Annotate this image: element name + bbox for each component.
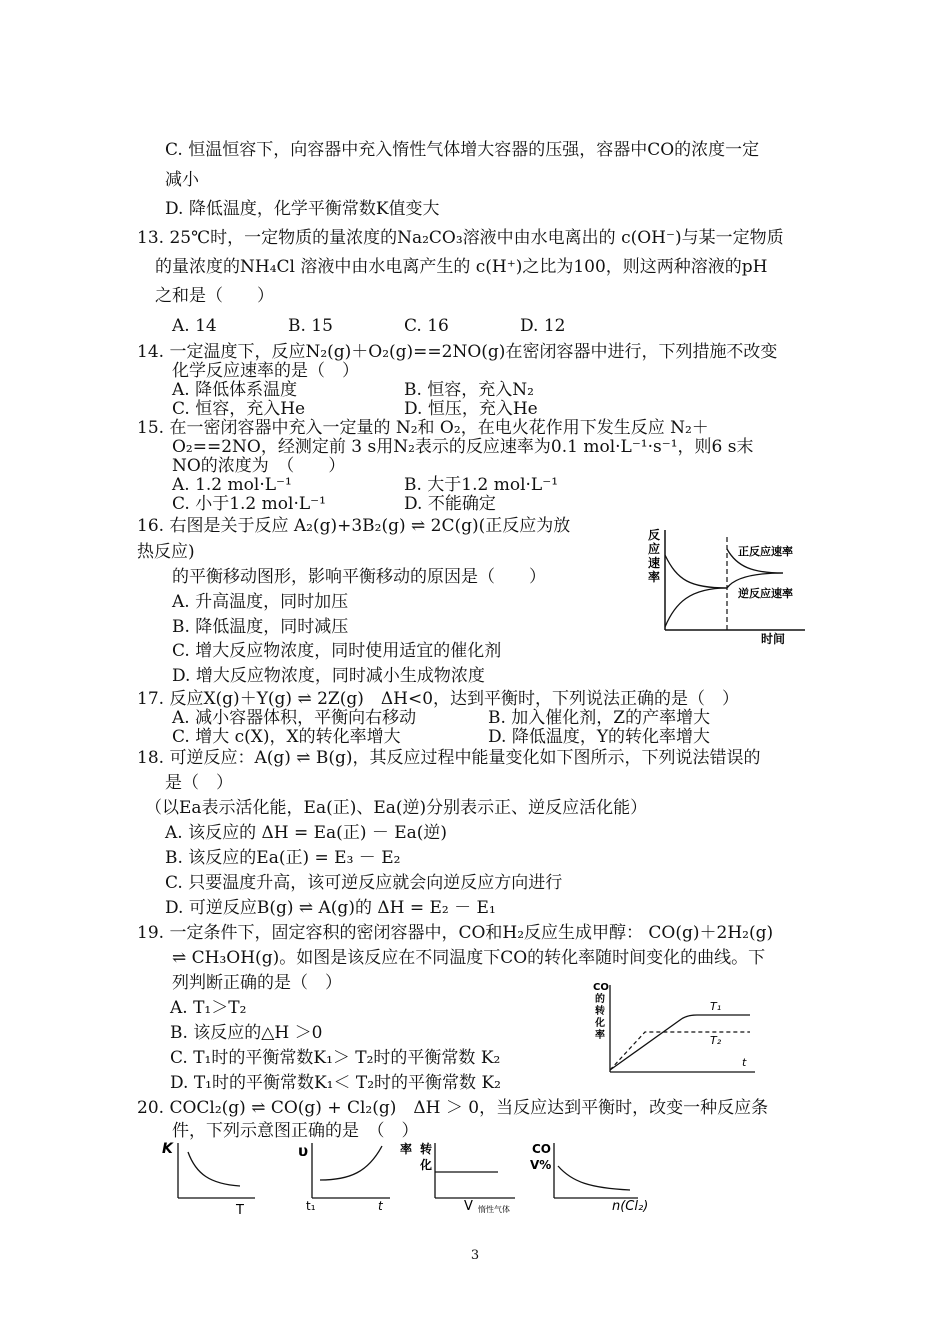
q17-stem: 17. 反应X(g)＋Y(g) ⇌ 2Z(g) ΔH<0，达到平衡时，下列说法正确的是（ ） [137,689,740,709]
q20-stem-line1: 20. COCl₂(g) ⇌ CO(g) + Cl₂(g) ΔH ＞ 0，当反应达到平衡时，改变一种反应条 [137,1098,769,1118]
q20a-y-label: K [162,1141,173,1157]
q20c-x-sublabel: 惰性气体 [478,1205,510,1214]
svg-text:化: 化 [595,1018,605,1029]
q15-option-d: D. 不能确定 [404,494,496,514]
q13-option-a: A. 14 [172,316,217,336]
q20d-y-label-1: CO [532,1142,552,1156]
q20c-y-label-2: 转 [420,1142,433,1156]
q19-option-a: A. T₁＞T₂ [170,998,247,1018]
q20-figures [160,1138,670,1218]
q17-options-row2 [172,727,710,747]
q19-curve-t2 [610,1032,750,1070]
q15-options-row1 [172,475,636,495]
q14-option-a: A. 降低体系温度 [172,380,298,400]
q12-option-c-line2: 减小 [165,170,199,190]
q13-stem-line1: 13. 25℃时，一定物质的量浓度的Na₂CO₃溶液中由水电离出的 c(OH⁻)与某一定物质 [137,228,784,248]
q19-x-axis-label: t [742,1056,747,1069]
q19-t1-label: T₁ [710,1000,722,1013]
page-number: 3 [470,1248,480,1263]
q18-note: （以Ea表示活化能，Ea(正)、Ea(逆)分别表示正、逆反应活化能） [145,798,648,818]
q20b-x1-label: t₁ [306,1199,316,1213]
q12-option-d: D. 降低温度，化学平衡常数K值变大 [165,199,440,219]
q19-stem-line2: ⇌ CH₃OH(g)。如图是该反应在不同温度下CO的转化率随时间变化的曲线。下 [172,948,766,968]
q19-option-b: B. 该反应的△H ＞0 [170,1023,323,1043]
q16-rate-time-figure [645,525,815,645]
q15-stem-line1: 15. 在一密闭容器中充入一定量的 N₂和 O₂，在电火花作用下发生反应 N₂＋ [137,418,709,438]
q15-options-row2 [172,494,636,514]
svg-text:CO: CO [593,982,609,993]
q20b-x2-label: t [378,1199,383,1213]
q13-stem-line3: 之和是（ ） [155,286,274,306]
q18-stem-line1: 18. 可逆反应：A(g) ⇌ B(g)，其反应过程中能量变化如下图所示，下列说法错误的 [137,748,761,768]
q13-option-c: C. 16 [404,316,449,336]
q15-stem-line3: NO的浓度为 （ ） [172,456,346,476]
q13-options [172,316,636,336]
q16-forward-label: 正反应速率 [738,545,793,558]
q16-option-c: C. 增大反应物浓度，同时使用适宜的催化剂 [172,641,502,661]
q16-y-axis-label [648,527,660,584]
q19-curve-t1 [610,1015,750,1070]
svg-text:反: 反 [648,528,661,542]
q20a-x-label: T [236,1203,244,1218]
q18-option-a: A. 该反应的 ΔH = Ea(正) － Ea(逆) [165,823,448,843]
q18-option-b: B. 该反应的Ea(正) = E₃ － E₂ [165,848,401,868]
q16-reverse-rate-after-curve [727,573,783,588]
q14-options-row1 [172,380,636,400]
q15-option-c: C. 小于1.2 mol·L⁻¹ [172,494,326,514]
q14-option-b: B. 恒容，充入N₂ [404,380,534,400]
q18-option-c: C. 只要温度升高，该可逆反应就会向逆反应方向进行 [165,873,563,893]
q20a-curve [188,1152,240,1186]
q13-option-d: D. 12 [520,316,566,336]
q19-y-axis-label [593,982,609,1041]
q16-option-b: B. 降低温度，同时减压 [172,617,349,637]
q16-option-d: D. 增大反应物浓度，同时减小生成物浓度 [172,666,485,686]
q20d-curve [558,1166,630,1190]
q17-options-row1 [172,708,710,728]
q20d-x-label: n(Cl₂) [612,1199,649,1214]
q19-stem-line3: 列判断正确的是（ ） [172,973,342,993]
q16-forward-rate-curve [665,555,727,588]
q20c-x-label: V [464,1199,473,1214]
q12-option-c-line1: C. 恒温恒容下，向容器中充入惰性气体增大容器的压强，容器中CO的浓度一定 [165,140,760,160]
q16-option-a: A. 升高温度，同时加压 [172,592,349,612]
q14-option-d: D. 恒压，充入He [404,399,538,419]
q20-figure-b [298,1142,390,1213]
q20-figure-c [400,1141,515,1214]
q15-option-a: A. 1.2 mol·L⁻¹ [172,475,292,495]
svg-text:速: 速 [648,556,661,570]
q20d-y-label-2: V% [530,1158,552,1172]
q15-stem-line2: O₂==2NO，经测定前 3 s用N₂表示的反应速率为0.1 mol·L⁻¹·s⁻¹，则6 s末 [172,437,754,457]
q17-option-a: A. 减小容器体积，平衡向右移动 [172,708,417,728]
q18-option-d: D. 可逆反应B(g) ⇌ A(g)的 ΔH = E₂ － E₁ [165,898,496,918]
q16-reverse-rate-curve [665,588,727,627]
q20-stem-line2: 件，下列示意图正确的是 （ ） [172,1121,419,1141]
q19-option-c: C. T₁时的平衡常数K₁＞ T₂时的平衡常数 K₂ [170,1048,501,1068]
svg-text:率: 率 [595,1030,605,1041]
q16-reverse-label: 逆反应速率 [738,587,793,600]
q20-figure-a [162,1141,255,1218]
svg-text:应: 应 [648,542,661,556]
q19-conversion-figure [585,980,765,1075]
q16-stem-line2: 热反应) [137,542,195,562]
q17-option-c: C. 增大 c(X)，X的转化率增大 [172,727,401,747]
q14-stem-line1: 14. 一定温度下，反应N₂(g)＋O₂(g)==2NO(g)在密闭容器中进行，下列措施不改变 [137,342,778,362]
q20b-y-label: υ [298,1142,309,1160]
q13-stem-line2: 的量浓度的NH₄Cl 溶液中由水电离产生的 c(H⁺)之比为100，则这两种溶液的pH [155,257,768,277]
q17-option-b: B. 加入催化剂，Z的产率增大 [488,708,711,728]
q19-stem-line1: 19. 一定条件下，固定容积的密闭容器中，CO和H₂反应生成甲醇： CO(g)＋2H₂(g) [137,923,774,943]
q14-options-row2 [172,399,636,419]
q20-figure-d [530,1142,648,1214]
q20c-y-label-1: 率 [400,1142,413,1156]
q18-stem-line2: 是（ ） [165,773,233,793]
q20c-y-label-3: 化 [420,1158,433,1172]
svg-text:的: 的 [595,994,605,1005]
q15-option-b: B. 大于1.2 mol·L⁻¹ [404,475,559,495]
svg-text:率: 率 [648,570,661,584]
q17-option-d: D. 降低温度，Y的转化率增大 [488,727,711,747]
q14-option-c: C. 恒容，充入He [172,399,306,419]
q16-stem-line3: 的平衡移动图形，影响平衡移动的原因是（ ） [172,567,546,587]
q20b-curve [320,1146,382,1180]
q14-stem-line2: 化学反应速率的是（ ） [172,361,359,381]
q19-t2-label: T₂ [710,1034,722,1047]
q13-option-b: B. 15 [288,316,333,336]
q19-option-d: D. T₁时的平衡常数K₁＜ T₂时的平衡常数 K₂ [170,1073,501,1093]
q16-x-axis-label: 时间 [761,632,786,645]
svg-text:转: 转 [595,1006,605,1017]
q16-stem-line1: 16. 右图是关于反应 A₂(g)+3B₂(g) ⇌ 2C(g)(正反应为放 [137,516,571,536]
